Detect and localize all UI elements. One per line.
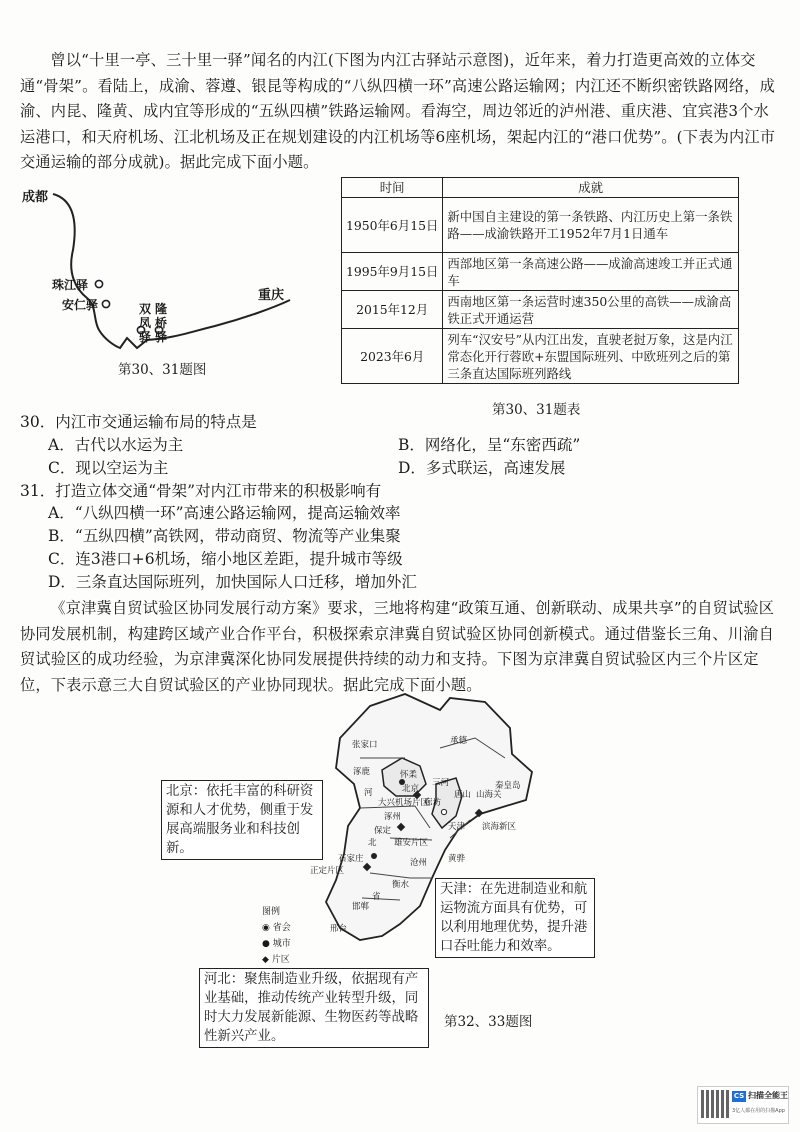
ancient-route-line xyxy=(53,194,290,348)
header-time: 时间 xyxy=(342,178,443,198)
q31-option-b[interactable]: B．“五纵四横”高铁网，带动商贸、物流等产业集聚 xyxy=(48,527,401,545)
zone-icon: ◆ xyxy=(262,955,272,965)
place-zhangjiakou: 张家口 xyxy=(352,740,378,750)
map-label-zhujiang: 珠江驿 xyxy=(52,278,89,292)
map-legend xyxy=(262,904,291,968)
passage-neijiang: 曾以“十里一亭、三十里一驿”闻名的内江(下图为内江古驿站示意图)，近年来，着力打造更高效的立体交通“骨架”。看陆上，成渝、蓉遵、银昆等构成的“八纵四横一环”高速公路运输网；内江还不断织密铁路网络，成渝、内昆、隆黄、成内宜等形成的“五纵四横”铁路运输网。看海空，周边邻近的泸州港、重庆港、宜宾港3个水运港口，和天府机场、江北机场及正在规划建设的内江机场等6座机场，架起内江的“港口优势”。(下表为内江市交通运输的部分成就)。据此完成下面小题。 xyxy=(20,51,776,171)
place-chengde: 承德 xyxy=(450,736,468,746)
place-baoding: 保定 xyxy=(374,826,392,836)
place-bei: 北 xyxy=(368,838,377,848)
map-label-qiao: 桥 xyxy=(155,316,168,330)
place-tangshan: 唐山 xyxy=(454,790,472,800)
anren-station-icon xyxy=(102,300,109,307)
figure-caption-32-33: 第32、33题图 xyxy=(444,1014,533,1030)
q31-option-c[interactable]: C．连3港口+6机场，缩小地区差距，提升城市等级 xyxy=(48,550,403,568)
place-he: 河 xyxy=(364,788,373,798)
row-text: 西南地区第一条运营时速350公里的高铁——成渝高铁正式开通运营 xyxy=(443,291,739,329)
q30-option-c[interactable]: C．现以空运为主 xyxy=(48,459,169,477)
place-binhai: 滨海新区 xyxy=(482,822,517,832)
place-hengshui: 衡水 xyxy=(392,880,410,890)
place-xiongan: 雄安片区 xyxy=(394,838,429,848)
question-30-stem: 30．内江市交通运输布局的特点是 xyxy=(20,413,257,431)
legend-title: 图例 xyxy=(262,907,281,917)
place-zhuozhou: 涿州 xyxy=(384,812,402,822)
row-time: 2023年6月 xyxy=(342,329,443,384)
map-label-anren: 安仁驿 xyxy=(62,298,99,312)
beijing-annotation-box: 北京：依托丰富的科研资源和人才优势，侧重于发展高端服务业和科技创新。 xyxy=(161,780,323,860)
place-qinhuangdao: 秦皇岛 xyxy=(495,781,521,791)
post-route-map xyxy=(15,180,335,355)
question-31-stem: 31．打造立体交通“骨架”对内江市带来的积极影响有 xyxy=(20,482,382,500)
row-time: 1950年6月15日 xyxy=(342,198,443,253)
row-text: 新中国自主建设的第一条铁路、内江历史上第一条铁路——成渝铁路开工1952年7月1日通车 xyxy=(443,198,739,253)
place-daxing: 大兴机场片区 xyxy=(378,798,430,808)
place-tianjin: 天津 xyxy=(448,822,466,832)
place-sheng: 省 xyxy=(372,892,381,902)
qr-code-icon xyxy=(701,1090,729,1118)
row-text: 西部地区第一条高速公路——成渝高速竣工并正式通车 xyxy=(443,253,739,291)
map-label-yi2: 驿 xyxy=(155,330,168,344)
table-caption-30-31: 第30、31题表 xyxy=(492,402,581,418)
place-langfang: 廊坊 xyxy=(424,798,442,808)
achievement-table xyxy=(341,177,739,384)
place-zhengding: 正定片区 xyxy=(310,866,345,876)
map-label-yi1: 驿 xyxy=(139,330,152,344)
q30-option-a[interactable]: A．古代以水运为主 xyxy=(48,436,184,454)
map-label-chengdu: 成都 xyxy=(22,190,49,205)
place-handan-label: 邯郸 xyxy=(352,902,370,912)
capital-icon: ◉ xyxy=(262,923,273,933)
legend-capital-row xyxy=(262,920,291,936)
table-header-row xyxy=(342,178,739,198)
badge-title: 扫描全能王 xyxy=(748,1091,788,1100)
legend-zone-row xyxy=(262,952,291,968)
legend-city: 城市 xyxy=(272,939,291,949)
place-huairou: 怀柔 xyxy=(400,770,418,780)
header-achievement: 成就 xyxy=(443,178,739,198)
tianjin-city-icon xyxy=(441,809,446,814)
shijiazhuang-capital-icon xyxy=(371,853,377,859)
hebei-annotation-box: 河北：聚焦制造业升级，依据现有产业基础，推动传统产业转型升级，同时大力发展新能源、生物医药等战略性新兴产业。 xyxy=(199,968,429,1048)
row-time: 2015年12月 xyxy=(342,291,443,329)
table-row xyxy=(342,253,739,291)
q30-option-b[interactable]: B．网络化，呈“东密西疏” xyxy=(398,436,581,454)
table-row xyxy=(342,291,739,329)
figure-caption-30-31: 第30、31题图 xyxy=(118,362,207,378)
zhujiang-station-icon xyxy=(95,280,102,287)
map-label-long: 隆 xyxy=(155,302,168,316)
table-row xyxy=(342,198,739,253)
place-xingtai: 邢台 xyxy=(330,924,348,934)
place-shijiazhuang: 石家庄 xyxy=(338,854,364,864)
place-huanghua: 黄骅 xyxy=(448,854,466,864)
row-text: 列车“汉安号”从内江出发，直驶老挝万象，这是内江常态化开行蓉欧+东盟国际班列、中欧班列之后的第三条直达国际班列路线 xyxy=(443,329,739,384)
tianjin-annotation-box: 天津：在先进制造业和航运物流方面具有优势，可以利用地理优势，提升港口吞吐能力和效率。 xyxy=(435,878,595,958)
city-icon: ● xyxy=(262,939,273,949)
badge-subtitle: 3亿人都在用的扫描App xyxy=(732,1108,785,1114)
place-cangzhou: 沧州 xyxy=(410,858,428,868)
q31-option-d[interactable]: D．三条直达国际班列，加快国际人口迁移，增加外汇 xyxy=(48,573,417,591)
legend-zone: 片区 xyxy=(271,955,290,965)
place-beijing: 北京 xyxy=(402,784,420,794)
legend-city-row xyxy=(262,936,291,952)
map-label-chongqing: 重庆 xyxy=(258,288,285,303)
row-time: 1995年9月15日 xyxy=(342,253,443,291)
scanner-watermark-badge xyxy=(697,1086,789,1124)
camscanner-logo-icon: CS xyxy=(733,1092,745,1100)
place-zhuolu: 涿鹿 xyxy=(353,767,371,777)
map-label-shuang: 双 xyxy=(139,302,152,316)
legend-capital: 省会 xyxy=(272,923,291,933)
q30-option-d[interactable]: D．多式联运，高速发展 xyxy=(398,459,566,477)
place-shanhaiguan: 山海关 xyxy=(476,790,502,800)
place-sanhe: 三河 xyxy=(432,778,450,788)
map-label-feng: 凤 xyxy=(139,316,152,330)
passage-jingjinji: 《京津冀自贸试验区协同发展行动方案》要求，三地将构建“政策互通、创新联动、成果共享”的自贸试验区协同发展机制，构建跨区域产业合作平台，积极探索京津冀自贸试验区协同创新模式。通过借鉴长三角、川渝自贸试验区的成功经验，为京津冀深化协同发展提供持续的动力和支持。下图为京津冀自贸试验区内三个片区定位，下表示意三大自贸试验区的产业协同现状。据此完成下面小题。 xyxy=(20,599,775,694)
table-row xyxy=(342,329,739,384)
q31-option-a[interactable]: A．“八纵四横一环”高速公路运输网，提高运输效率 xyxy=(48,504,401,522)
